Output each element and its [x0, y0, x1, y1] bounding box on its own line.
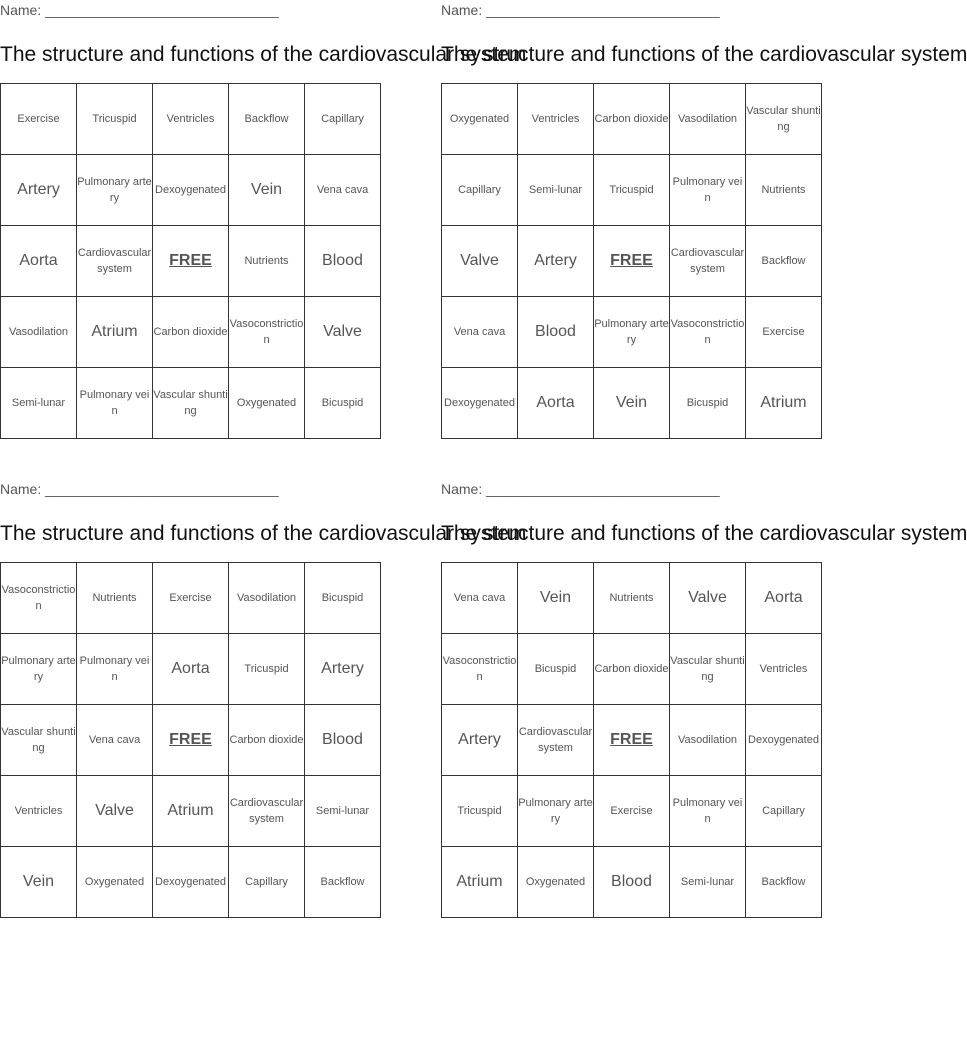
grid-row — [1, 776, 381, 847]
bingo-cell: Aorta — [746, 563, 822, 634]
bingo-cell: Vasodilation — [670, 84, 746, 155]
bingo-cell: Nutrients — [594, 563, 670, 634]
bingo-cell: Ventricles — [1, 776, 77, 847]
bingo-cell: Vein — [518, 563, 594, 634]
bingo-cell: Vasoconstriction — [1, 563, 77, 634]
bingo-cell: Ventricles — [153, 84, 229, 155]
bingo-cell: Vasodilation — [1, 297, 77, 368]
grid-row — [442, 634, 822, 705]
bingo-cell: Semi-lunar — [670, 847, 746, 918]
bingo-cell: Exercise — [153, 563, 229, 634]
bingo-cell: Ventricles — [518, 84, 594, 155]
bingo-cell: Aorta — [1, 226, 77, 297]
bingo-cell: Oxygenated — [229, 368, 305, 439]
bingo-cell: Vein — [229, 155, 305, 226]
card-title: The structure and functions of the cardiovascular system — [441, 43, 967, 66]
bingo-cell: Pulmonary vein — [77, 634, 153, 705]
grid-row — [442, 563, 822, 634]
bingo-cell: Capillary — [229, 847, 305, 918]
name-field[interactable]: Name: ______________________________ — [0, 481, 279, 497]
grid-row — [442, 776, 822, 847]
bingo-cell: Atrium — [746, 368, 822, 439]
grid-row — [1, 847, 381, 918]
grid-row — [442, 705, 822, 776]
grid-row — [442, 226, 822, 297]
bingo-cell: Ventricles — [746, 634, 822, 705]
bingo-cell: Artery — [305, 634, 381, 705]
bingo-cell: Carbon dioxide — [229, 705, 305, 776]
bingo-cell: Bicuspid — [670, 368, 746, 439]
bingo-cell: Semi-lunar — [305, 776, 381, 847]
bingo-cell: Valve — [442, 226, 518, 297]
bingo-cell: Vascular shunting — [1, 705, 77, 776]
bingo-cell: Capillary — [305, 84, 381, 155]
bingo-cell: Tricuspid — [77, 84, 153, 155]
grid-row — [442, 368, 822, 439]
bingo-cell: Vascular shunting — [670, 634, 746, 705]
bingo-cell: Bicuspid — [305, 368, 381, 439]
bingo-cell: Blood — [518, 297, 594, 368]
bingo-cell: Carbon dioxide — [594, 84, 670, 155]
free-space: FREE — [153, 226, 229, 297]
name-field[interactable]: Name: ______________________________ — [0, 2, 279, 18]
bingo-cell: Vasoconstriction — [442, 634, 518, 705]
bingo-cell: Tricuspid — [594, 155, 670, 226]
bingo-cell: Cardiovascular system — [518, 705, 594, 776]
bingo-cell: Aorta — [518, 368, 594, 439]
bingo-cell: Tricuspid — [442, 776, 518, 847]
bingo-cell: Semi-lunar — [518, 155, 594, 226]
bingo-cell: Vascular shunting — [153, 368, 229, 439]
bingo-cell: Carbon dioxide — [594, 634, 670, 705]
grid-row — [442, 297, 822, 368]
bingo-cell: Atrium — [153, 776, 229, 847]
bingo-cell: Valve — [77, 776, 153, 847]
bingo-cell: Vascular shunting — [746, 84, 822, 155]
bingo-cell: Oxygenated — [442, 84, 518, 155]
bingo-cell: Artery — [442, 705, 518, 776]
bingo-cell: Vein — [594, 368, 670, 439]
bingo-cell: Semi-lunar — [1, 368, 77, 439]
grid-row — [1, 226, 381, 297]
bingo-cell: Capillary — [442, 155, 518, 226]
grid-row — [1, 705, 381, 776]
bingo-cell: Pulmonary artery — [594, 297, 670, 368]
bingo-cell: Dexoygenated — [153, 847, 229, 918]
grid-row — [442, 847, 822, 918]
bingo-cell: Nutrients — [229, 226, 305, 297]
bingo-cell: Blood — [594, 847, 670, 918]
grid-row — [1, 297, 381, 368]
free-space: FREE — [594, 226, 670, 297]
bingo-cell: Pulmonary vein — [670, 155, 746, 226]
bingo-cell: Pulmonary vein — [670, 776, 746, 847]
bingo-grid — [0, 562, 381, 918]
bingo-cell: Exercise — [1, 84, 77, 155]
bingo-cell: Bicuspid — [518, 634, 594, 705]
bingo-cell: Bicuspid — [305, 563, 381, 634]
bingo-cell: Backflow — [229, 84, 305, 155]
bingo-grid — [441, 562, 822, 918]
bingo-cell: Vasoconstriction — [229, 297, 305, 368]
bingo-cell: Atrium — [442, 847, 518, 918]
bingo-cell: Cardiovascular system — [77, 226, 153, 297]
bingo-cell: Capillary — [746, 776, 822, 847]
bingo-cell: Backflow — [746, 847, 822, 918]
bingo-cell: Pulmonary vein — [77, 368, 153, 439]
bingo-cell: Vasodilation — [670, 705, 746, 776]
bingo-cell: Dexoygenated — [442, 368, 518, 439]
card-title: The structure and functions of the cardiovascular system — [0, 43, 527, 66]
bingo-cell: Carbon dioxide — [153, 297, 229, 368]
bingo-cell: Backflow — [305, 847, 381, 918]
name-field[interactable]: Name: ______________________________ — [441, 2, 720, 18]
bingo-cell: Blood — [305, 226, 381, 297]
bingo-cell: Valve — [305, 297, 381, 368]
bingo-cell: Oxygenated — [518, 847, 594, 918]
bingo-cell: Vena cava — [77, 705, 153, 776]
bingo-cell: Backflow — [746, 226, 822, 297]
bingo-cell: Cardiovascular system — [670, 226, 746, 297]
bingo-cell: Pulmonary artery — [1, 634, 77, 705]
grid-row — [1, 634, 381, 705]
bingo-cell: Atrium — [77, 297, 153, 368]
card-title: The structure and functions of the cardiovascular system — [0, 522, 527, 545]
bingo-cell: Valve — [670, 563, 746, 634]
bingo-cell: Aorta — [153, 634, 229, 705]
grid-row — [1, 368, 381, 439]
bingo-cell: Nutrients — [746, 155, 822, 226]
bingo-cell: Blood — [305, 705, 381, 776]
bingo-cell: Pulmonary artery — [77, 155, 153, 226]
bingo-cell: Artery — [1, 155, 77, 226]
bingo-cell: Nutrients — [77, 563, 153, 634]
bingo-cell: Vena cava — [442, 297, 518, 368]
bingo-grid — [0, 83, 381, 439]
grid-row — [1, 155, 381, 226]
grid-row — [1, 84, 381, 155]
bingo-cell: Vena cava — [305, 155, 381, 226]
grid-row — [442, 155, 822, 226]
free-space: FREE — [153, 705, 229, 776]
bingo-cell: Pulmonary artery — [518, 776, 594, 847]
bingo-cell: Cardiovascular system — [229, 776, 305, 847]
bingo-cell: Artery — [518, 226, 594, 297]
bingo-cell: Dexoygenated — [746, 705, 822, 776]
free-space: FREE — [594, 705, 670, 776]
bingo-cell: Dexoygenated — [153, 155, 229, 226]
bingo-grid — [441, 83, 822, 439]
bingo-cell: Exercise — [746, 297, 822, 368]
bingo-cell: Vein — [1, 847, 77, 918]
bingo-cell: Tricuspid — [229, 634, 305, 705]
bingo-cell: Exercise — [594, 776, 670, 847]
bingo-cell: Vasodilation — [229, 563, 305, 634]
name-field[interactable]: Name: ______________________________ — [441, 481, 720, 497]
grid-row — [442, 84, 822, 155]
bingo-cell: Vena cava — [442, 563, 518, 634]
bingo-cell: Oxygenated — [77, 847, 153, 918]
grid-row — [1, 563, 381, 634]
bingo-cell: Vasoconstriction — [670, 297, 746, 368]
card-title: The structure and functions of the cardiovascular system — [441, 522, 967, 545]
